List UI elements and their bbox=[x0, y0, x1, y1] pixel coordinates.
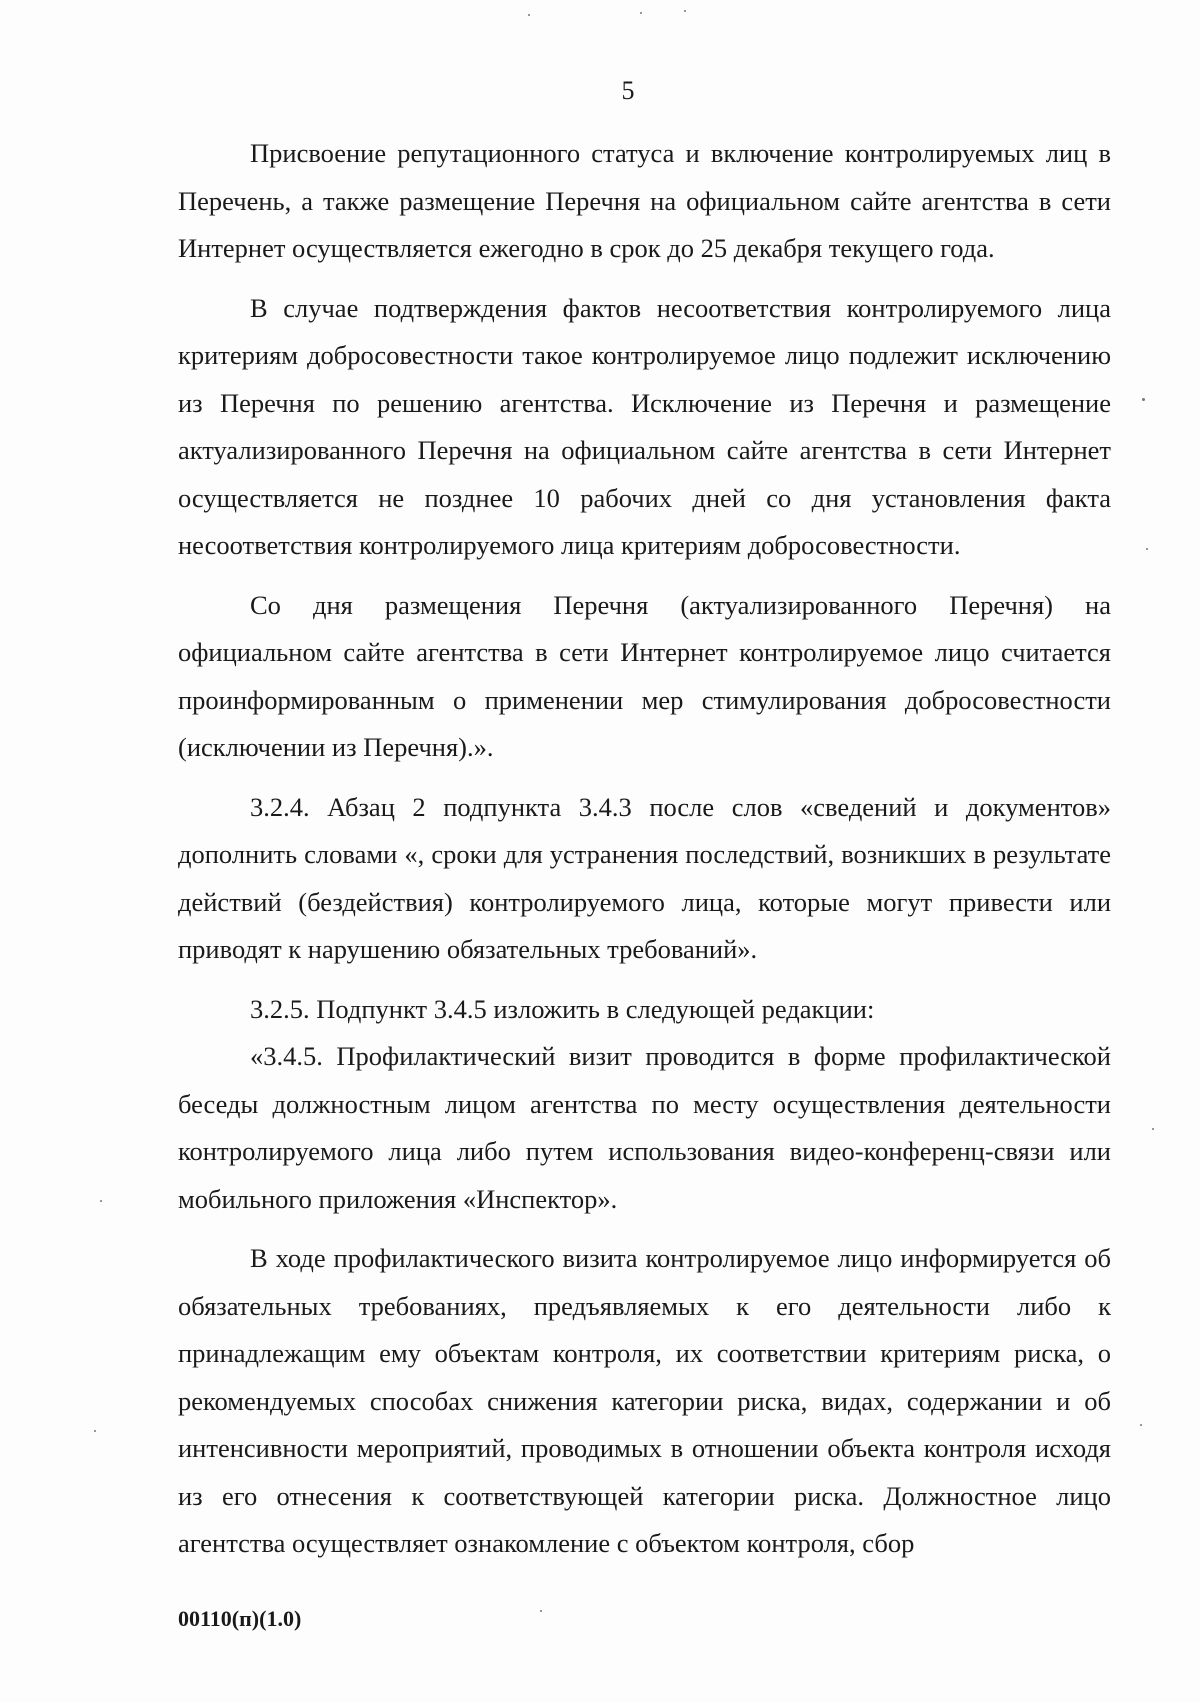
scan-speck bbox=[1146, 548, 1148, 550]
paragraph-3: Со дня размещения Перечня (актуализированного Перечня) на официальном сайте агентства в сети Интернет контролируемое лицо считается проинформированным о применении мер стимулирования добросовестности (исключении из Перечня).». bbox=[178, 589, 1111, 762]
scan-speck bbox=[100, 1200, 102, 1202]
scan-speck bbox=[640, 12, 642, 14]
paragraph-1: Присвоение репутационного статуса и включение контролируемых лиц в Перечень, а также размещение Перечня на официальном сайте агентства в сети Интернет осуществляется ежегодно в срок до 25 декабря текущего года. bbox=[178, 138, 1111, 263]
scan-speck bbox=[1140, 1424, 1142, 1426]
scan-speck bbox=[540, 1610, 542, 1612]
paragraph-5: 3.2.5. Подпункт 3.4.5 изложить в следующей редакции: bbox=[250, 993, 875, 1024]
paragraph-6: «3.4.5. Профилактический визит проводится в форме профилактической беседы должностным лицом агентства по месту осуществления деятельности контролируемого лица либо путем использования видео-конференц-связи или мобильного приложения «Инспектор». bbox=[178, 1041, 1111, 1214]
document-code: 00110(п)(1.0) bbox=[178, 1606, 302, 1631]
paragraph-2: В случае подтверждения фактов несоответствия контролируемого лица критериям добросовестности такое контролируемое лицо подлежит исключению из Перечня по решению агентства. Исключение из Перечня и размещение актуализированного Перечня на официальном сайте агентства в сети Интернет осуществляется не позднее 10 рабочих дней со дня установления факта несоответствия контролируемого лица критериям добросовестности. bbox=[178, 292, 1111, 560]
page-number: 5 bbox=[621, 76, 635, 105]
document-body bbox=[178, 130, 1111, 1580]
scan-speck bbox=[684, 10, 686, 12]
scan-speck bbox=[528, 14, 530, 16]
scan-speck bbox=[1142, 398, 1145, 401]
paragraph-7: В ходе профилактического визита контролируемое лицо информируется об обязательных требованиях, предъявляемых к его деятельности либо к принадлежащим ему объектам контроля, их соответствии критериям риска, о рекомендуемых способах снижения категории риска, видах, содержании и об интенсивности мероприятий, проводимых в отношении объекта контроля исходя из его отнесения к соответствующей категории риска. Должностное лицо агентства осуществляет ознакомление с объектом контроля, сбор bbox=[178, 1243, 1111, 1558]
scan-speck bbox=[1152, 1128, 1154, 1130]
paragraph-4: 3.2.4. Абзац 2 подпункта 3.4.3 после слов «сведений и документов» дополнить словами «, сроки для устранения последствий, возникших в результате действий (бездействия) контролируемого лица, которые могут привести или приводят к нарушению обязательных требований». bbox=[178, 791, 1111, 964]
scan-speck bbox=[94, 1430, 96, 1432]
